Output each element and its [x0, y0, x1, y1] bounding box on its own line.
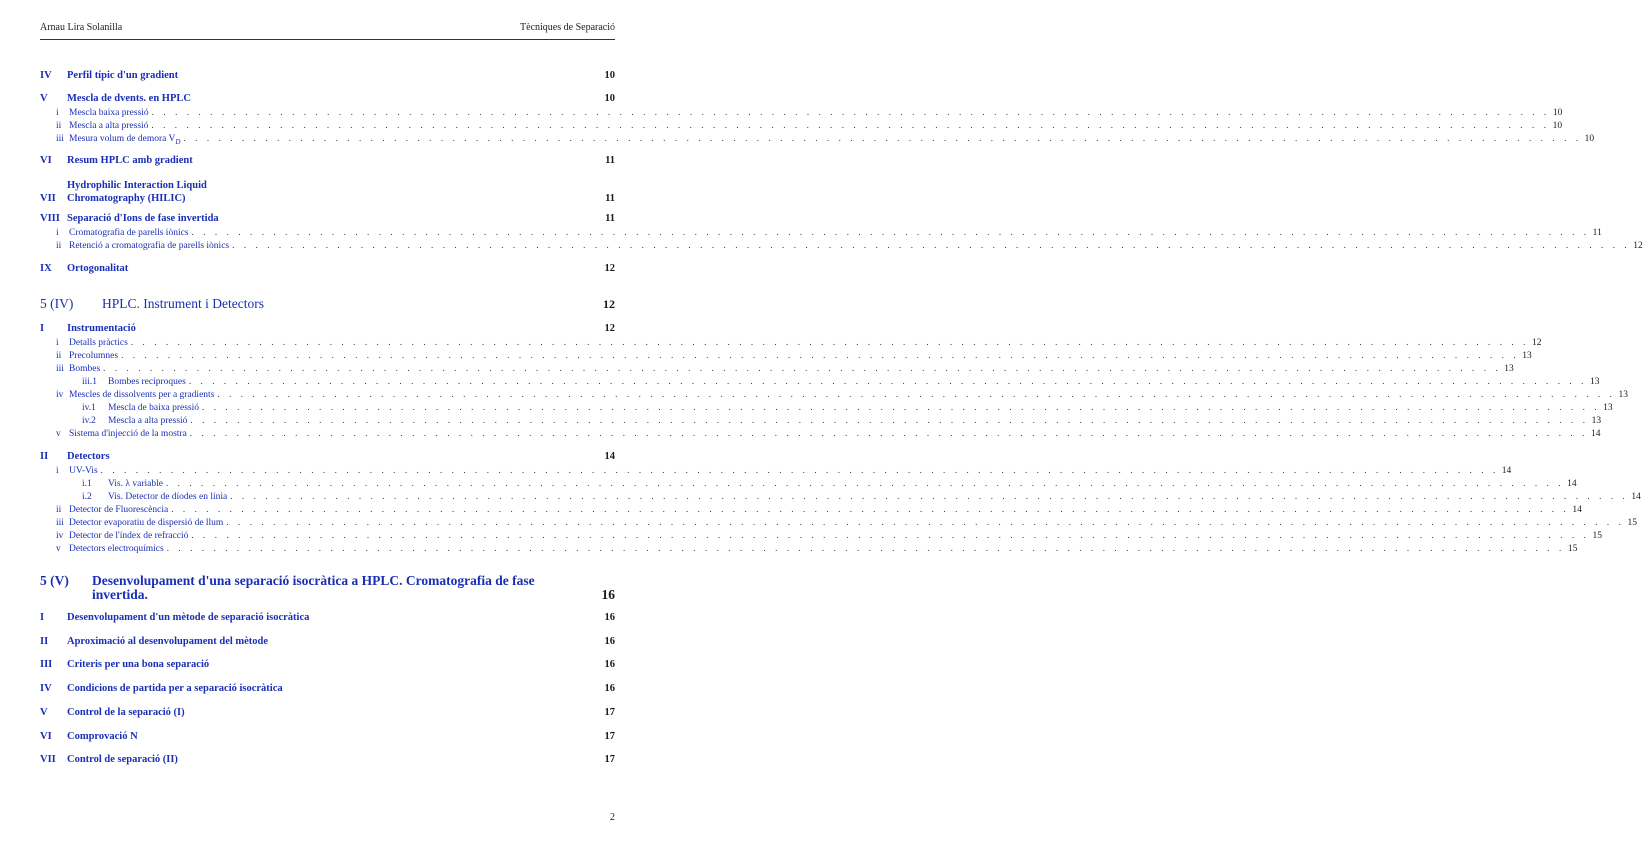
- toc-entry-number: VII: [40, 193, 56, 204]
- toc-entry-title[interactable]: [67, 683, 444, 695]
- toc-entry-title-text: Detector de l'índex de refracció: [69, 531, 189, 541]
- toc-entry[interactable]: [40, 132, 1595, 148]
- toc-entry[interactable]: [40, 490, 1641, 503]
- toc-entry[interactable]: [40, 263, 615, 275]
- toc-entry-number: VI: [40, 155, 52, 166]
- toc-entry[interactable]: [40, 362, 1514, 375]
- toc-entry-title-text: Vis. Detector de díodes en línia: [108, 492, 228, 502]
- toc-entry[interactable]: [40, 226, 1602, 239]
- toc-entry-title[interactable]: [67, 155, 399, 167]
- toc-entry-title-text: Detalls pràctics: [69, 338, 128, 348]
- toc-entry-page: 14: [604, 451, 615, 462]
- toc-entry-number: iii: [56, 134, 64, 144]
- toc-entry[interactable]: [40, 477, 1577, 490]
- toc-entry-title[interactable]: [69, 517, 223, 529]
- toc-entry-page: 14: [1631, 492, 1641, 502]
- toc-entry-page: 16: [604, 659, 616, 670]
- toc-dot-leader: . . . . . . . . . . . . . . . . . . . . . . . . . . . . . . . . . . . . . . . . . . . . . . . . . . . . . . . . . . . . . . . . . . . . . . . . . . . . . . . . . . . . . . . . . . . . . . . . . . . . . . . . . . . . . . . . . . . . . . . .: [189, 428, 1588, 438]
- toc-entry-title-text: Detector de Fluorescència: [69, 505, 169, 515]
- toc-dot-leader: . . . . . . . . . . . . . . . . . . . . . . . . . . . . . . . . . . . . . . . . . . . . . . . . . . . . . . . . . . . . . . . . . . . . . . . . . . . . . . . . . . . . . . . . . . . . . . . . . . . . . . . . . . . . . . . . . . . . . . . .: [230, 491, 1629, 501]
- toc-entry-title[interactable]: [69, 337, 128, 349]
- header-author: Arnau Lira Solanilla: [40, 22, 123, 33]
- toc-entry[interactable]: [40, 529, 1602, 542]
- toc-entry-title-text: HPLC. Instrument i Detectors: [102, 296, 264, 311]
- toc-entry-title[interactable]: [69, 465, 98, 477]
- toc-entry-page: 15: [1592, 531, 1602, 541]
- toc-entry[interactable]: [40, 636, 615, 648]
- toc-entry-number: I: [40, 612, 45, 623]
- toc-entry-number: VII: [40, 754, 56, 765]
- toc-entry-page: 14: [1590, 429, 1601, 439]
- toc-entry-number: III: [40, 659, 53, 670]
- toc-entry[interactable]: [40, 451, 615, 463]
- toc-entry-page: 12: [604, 323, 615, 334]
- toc-entry-title-text: Criteris per una bona separació: [67, 659, 210, 670]
- toc-entry-number: i.2: [82, 492, 92, 502]
- toc-entry[interactable]: [40, 323, 615, 335]
- toc-entry-title-text: Ortogonalitat: [67, 263, 129, 274]
- toc-dot-leader: . . . . . . . . . . . . . . . . . . . . . . . . . . . . . . . . . . . . . . . . . . . . . . . . . . . . . . . . . . . . . . . . . . . . . . . . . . . . . . . . . . . . . . . . . . . . . . . . . . . . . . . . . . . . . . . . . . . . . . . .: [103, 363, 1502, 373]
- toc-entry-title[interactable]: [102, 298, 434, 310]
- toc-entry-title[interactable]: [67, 213, 412, 225]
- toc-entry-number: iii: [56, 518, 64, 528]
- toc-entry-page: 10: [604, 70, 615, 81]
- toc-dot-leader: . . . . . . . . . . . . . . . . . . . . . . . . . . . . . . . . . . . . . . . . . . . . . . . . . . . . . . . . . . . . . . . . . . . . . . . . . . . . . . . . . . . . . . . . . . . . . . . . . . . . . . . . . . . . . . . . . . . . . . . .: [202, 402, 1601, 412]
- toc-entry-page: 11: [605, 193, 615, 204]
- toc-entry-title-text: Bombes recíproques: [108, 377, 186, 387]
- toc-entry-title-text: Condicions de partida per a separació isocràtica: [67, 683, 283, 694]
- toc-entry-page: 15: [1627, 518, 1637, 528]
- toc-entry-title-line1: Desenvolupament d'una separació isocràtica a HPLC. Cromatografia de fase: [92, 573, 535, 588]
- toc-entry-number: ii: [56, 351, 62, 361]
- toc-entry-title-text: Resum HPLC amb gradient: [67, 155, 193, 166]
- toc-entry-title-text: Mescla baixa pressió: [69, 108, 149, 118]
- toc-dot-leader: . . . . . . . . . . . . . . . . . . . . . . . . . . . . . . . . . . . . . . . . . . . . . . . . . . . . . . . . . . . . . . . . . . . . . . . . . . . . . . . . . . . . . . . . . . . . . . . . . . . . . . . . . . . . . . . . . . . . . . . .: [183, 133, 1582, 143]
- toc-entry-page: 17: [604, 707, 616, 718]
- toc-entry-title-subscript: D: [175, 137, 181, 146]
- toc-entry-page: 17: [604, 731, 615, 742]
- toc-entry-title[interactable]: [108, 491, 227, 503]
- toc-entry-number: VIII: [40, 213, 60, 224]
- toc-entry-number: iv: [56, 531, 64, 541]
- toc-entry-title[interactable]: [69, 543, 164, 555]
- toc-entry-title-text: Mescla a alta pressió: [69, 121, 149, 131]
- toc-entry-number: 5 (IV): [40, 296, 74, 311]
- toc-entry-number: i.1: [82, 479, 92, 489]
- toc-entry[interactable]: [40, 542, 1578, 555]
- toc-entry[interactable]: [40, 414, 1602, 427]
- toc-entry-title[interactable]: [67, 93, 398, 105]
- toc-entry-page: 14: [1567, 479, 1577, 489]
- toc-entry-page: 13: [1591, 416, 1602, 426]
- toc-dot-leader: . . . . . . . . . . . . . . . . . . . . . . . . . . . . . . . . . . . . . . . . . . . . . . . . . . . . . . . . . . . . . . . . . . . . . . . . . . . . . . . . . . . . . . . . . . . . . . . . . . . . . . . . . . . . . . . . . . . . . . . .: [151, 120, 1550, 130]
- toc-entry[interactable]: [40, 612, 615, 624]
- toc-entry-title[interactable]: [69, 350, 118, 362]
- toc-entry-page: 11: [1592, 228, 1602, 238]
- toc-entry-page: 16: [604, 636, 615, 647]
- toc-entry-title[interactable]: [67, 636, 436, 648]
- toc-entry-title[interactable]: [108, 415, 187, 427]
- toc-entry-title[interactable]: [69, 133, 180, 148]
- running-header: [40, 22, 615, 40]
- toc-entry-number: v: [56, 429, 61, 439]
- toc-entry-title[interactable]: [92, 574, 602, 602]
- toc-entry-title-text: Detectors: [67, 451, 110, 462]
- toc-entry-title[interactable]: [69, 363, 100, 375]
- toc-entry[interactable]: [40, 70, 615, 82]
- toc-entry-number: i: [56, 466, 59, 476]
- toc-entry[interactable]: [40, 401, 1613, 414]
- toc-entry-page: 12: [604, 263, 615, 274]
- toc-entry-page: 13: [1603, 403, 1613, 413]
- toc-entry[interactable]: [40, 659, 615, 671]
- toc-entry-title-text: Comprovació N: [67, 731, 138, 742]
- toc-entry-title-text: UV-Vis: [69, 466, 98, 476]
- toc-entry-number: iii.1: [82, 377, 98, 387]
- toc-entry-title-text: Mescla de baixa pressió: [108, 403, 200, 413]
- toc-entry-title-line2: Chromatography (HILIC): [67, 193, 186, 204]
- toc-entry-page: 16: [604, 612, 616, 623]
- toc-entry[interactable]: [40, 239, 1643, 252]
- toc-entry-page: 16: [604, 683, 616, 694]
- toc-entry-title-text: Mesura volum de demora V: [69, 134, 176, 144]
- toc-entry-title[interactable]: [69, 504, 168, 516]
- toc-entry[interactable]: [40, 349, 1532, 362]
- toc-entry-page: 13: [1589, 377, 1600, 387]
- toc-entry[interactable]: [40, 464, 1512, 477]
- toc-entry-number: IX: [40, 263, 52, 274]
- toc-entry-number: ii: [56, 121, 62, 131]
- toc-entry-title[interactable]: [67, 731, 371, 743]
- toc-entry-number: VI: [40, 731, 52, 742]
- toc-entry-title[interactable]: [67, 659, 407, 671]
- toc-dot-leader: . . . . . . . . . . . . . . . . . . . . . . . . . . . . . . . . . . . . . . . . . . . . . . . . . . . . . . . . . . . . . . . . . . . . . . . . . . . . . . . . . . . . . . . . . . . . . . . . . . . . . . . . . . . . . . . . . . . . . . . .: [166, 543, 1565, 553]
- toc-entry-number: ii: [56, 241, 62, 251]
- toc-entry-page: 10: [1552, 121, 1563, 131]
- toc-entry-page: 13: [1504, 364, 1514, 374]
- toc-entry-title[interactable]: [67, 323, 370, 335]
- toc-entry-page: 12: [1531, 338, 1542, 348]
- toc-dot-leader: . . . . . . . . . . . . . . . . . . . . . . . . . . . . . . . . . . . . . . . . . . . . . . . . . . . . . . . . . . . . . . . . . . . . . . . . . . . . . . . . . . . . . . . . . . . . . . . . . . . . . . . . . . . . . . . . . . . . . . . .: [121, 350, 1520, 360]
- toc-entry-page: 15: [1567, 544, 1578, 554]
- toc-dot-leader: . . . . . . . . . . . . . . . . . . . . . . . . . . . . . . . . . . . . . . . . . . . . . . . . . . . . . . . . . . . . . . . . . . . . . . . . . . . . . . . . . . . . . . . . . . . . . . . . . . . . . . . . . . . . . . . . . . . . . . . .: [100, 465, 1499, 475]
- toc-entry-number: V: [40, 707, 48, 718]
- toc-entry-page: 13: [1618, 390, 1629, 400]
- toc-entry[interactable]: [40, 179, 615, 205]
- toc-entry-title-text: Precolumnes: [69, 351, 119, 361]
- toc-entry-number: v: [56, 544, 61, 554]
- toc-entry-number: i: [56, 228, 59, 238]
- toc-entry-title-text: Mescla a alta pressió: [108, 416, 188, 426]
- toc-dot-leader: . . . . . . . . . . . . . . . . . . . . . . . . . . . . . . . . . . . . . . . . . . . . . . . . . . . . . . . . . . . . . . . . . . . . . . . . . . . . . . . . . . . . . . . . . . . . . . . . . . . . . . . . . . . . . . . . . . . . . . . .: [188, 376, 1587, 386]
- toc-dot-leader: . . . . . . . . . . . . . . . . . . . . . . . . . . . . . . . . . . . . . . . . . . . . . . . . . . . . . . . . . . . . . . . . . . . . . . . . . . . . . . . . . . . . . . . . . . . . . . . . . . . . . . . . . . . . . . . . . . . . . . . .: [191, 227, 1590, 237]
- toc-entry[interactable]: [40, 298, 615, 310]
- toc-entry-number: I: [40, 323, 45, 334]
- toc-entry-title-text: Mescles de dissolvents per a gradients: [69, 390, 215, 400]
- toc-entry-number: V: [40, 93, 48, 104]
- toc-dot-leader: . . . . . . . . . . . . . . . . . . . . . . . . . . . . . . . . . . . . . . . . . . . . . . . . . . . . . . . . . . . . . . . . . . . . . . . . . . . . . . . . . . . . . . . . . . . . . . . . . . . . . . . . . . . . . . . . . . . . . . . .: [226, 517, 1625, 527]
- toc-entry-title[interactable]: [67, 179, 605, 205]
- toc-entry-title-text: Retenció a cromatografia de parells iònics: [69, 241, 230, 251]
- toc-entry-number: iii: [56, 364, 64, 374]
- toc-entry-title-text: Separació d'Ions de fase invertida: [67, 213, 219, 224]
- toc-entry-title[interactable]: [67, 612, 457, 624]
- toc-entry-title[interactable]: [69, 240, 229, 252]
- toc-entry-title-text: Perfil típic d'un gradient: [67, 70, 179, 81]
- toc-entry-number: iv.1: [82, 403, 96, 413]
- toc-entry-title[interactable]: [69, 227, 189, 239]
- toc-entry-title[interactable]: [108, 402, 199, 414]
- toc-entry-title[interactable]: [67, 754, 391, 766]
- toc-entry-title-text: Bombes: [69, 364, 101, 374]
- toc-entry-number: IV: [40, 70, 52, 81]
- toc-entry-title-text: Desenvolupament d'un mètode de separació isocràtica: [67, 612, 310, 623]
- toc-entry-page: 13: [1522, 351, 1532, 361]
- toc-entry-title[interactable]: [67, 707, 395, 719]
- toc-entry[interactable]: [40, 503, 1582, 516]
- toc-entry-number: iv.2: [82, 416, 96, 426]
- toc-entry-title[interactable]: [108, 478, 163, 490]
- toc-entry-title-line2: invertida.: [92, 587, 148, 602]
- toc-entry-title-text: Aproximació al desenvolupament del mètode: [67, 636, 269, 647]
- toc-entry-page: 10: [1552, 108, 1563, 118]
- toc-entry-title[interactable]: [69, 107, 149, 119]
- toc-entry-number: ii: [56, 505, 62, 515]
- toc-entry-page: 12: [603, 297, 616, 311]
- toc-entry-title-text: Detectors electroquímics: [69, 544, 164, 554]
- toc-entry[interactable]: [40, 155, 615, 167]
- toc-entry-number: iv: [56, 390, 64, 400]
- toc-entry-title-text: Instrumentació: [67, 323, 136, 334]
- toc-entry[interactable]: [40, 731, 615, 743]
- toc-dot-leader: . . . . . . . . . . . . . . . . . . . . . . . . . . . . . . . . . . . . . . . . . . . . . . . . . . . . . . . . . . . . . . . . . . . . . . . . . . . . . . . . . . . . . . . . . . . . . . . . . . . . . . . . . . . . . . . . . . . . . . . .: [190, 415, 1589, 425]
- toc-entry-title[interactable]: [69, 428, 187, 440]
- header-subject: Tècniques de Separació: [520, 22, 615, 33]
- toc-entry[interactable]: [40, 427, 1601, 440]
- toc-entry-title-text: Cromatografia de parells iònics: [69, 228, 189, 238]
- toc-entry[interactable]: [40, 119, 1563, 132]
- toc-entry[interactable]: [40, 707, 615, 719]
- toc-dot-leader: . . . . . . . . . . . . . . . . . . . . . . . . . . . . . . . . . . . . . . . . . . . . . . . . . . . . . . . . . . . . . . . . . . . . . . . . . . . . . . . . . . . . . . . . . . . . . . . . . . . . . . . . . . . . . . . . . . . . . . . .: [171, 504, 1570, 514]
- toc-entry-title-text: Mescla de dvents. en HPLC: [67, 93, 191, 104]
- toc-entry-number: 5 (V): [40, 573, 69, 588]
- page-number: 2: [610, 812, 615, 823]
- toc-entry[interactable]: [40, 683, 615, 695]
- toc-entry-title-text: Control de separació (II): [67, 754, 178, 765]
- toc-entry-page: 11: [605, 155, 616, 166]
- toc-entry[interactable]: [40, 516, 1637, 529]
- toc-entry[interactable]: [40, 574, 615, 602]
- toc-entry-number: IV: [40, 683, 52, 694]
- toc-entry-title[interactable]: [108, 376, 186, 388]
- toc-entry[interactable]: [40, 388, 1629, 401]
- toc-entry-number: II: [40, 451, 49, 462]
- toc-entry-title[interactable]: [69, 120, 148, 132]
- toc-entry-title[interactable]: [67, 70, 391, 82]
- toc-entry-page: 17: [604, 754, 616, 765]
- toc-entry-page: 11: [605, 213, 615, 224]
- toc-entry-title[interactable]: [67, 451, 357, 463]
- toc-entry-page: 12: [1633, 241, 1643, 251]
- toc-dot-leader: . . . . . . . . . . . . . . . . . . . . . . . . . . . . . . . . . . . . . . . . . . . . . . . . . . . . . . . . . . . . . . . . . . . . . . . . . . . . . . . . . . . . . . . . . . . . . . . . . . . . . . . . . . . . . . . . . . . . . . . .: [130, 337, 1529, 347]
- toc-entry-page: 10: [1584, 134, 1595, 144]
- toc-entry-title-text: Sistema d'injecció de la mostra: [69, 429, 187, 439]
- toc-entry-title-line1: Hydrophilic Interaction Liquid: [67, 180, 207, 191]
- toc-entry-number: II: [40, 636, 49, 647]
- toc-entry-page: 10: [604, 93, 616, 104]
- toc-entry[interactable]: [40, 336, 1542, 349]
- toc-entry-title[interactable]: [69, 530, 188, 542]
- toc-entry-number: i: [56, 338, 59, 348]
- toc-entry-number: i: [56, 108, 59, 118]
- toc-entry-title-text: Vis. λ variable: [108, 479, 163, 489]
- toc-entry-title[interactable]: [69, 389, 214, 401]
- toc-entry[interactable]: [40, 375, 1600, 388]
- toc-entry-page: 16: [601, 587, 615, 602]
- toc-dot-leader: . . . . . . . . . . . . . . . . . . . . . . . . . . . . . . . . . . . . . . . . . . . . . . . . . . . . . . . . . . . . . . . . . . . . . . . . . . . . . . . . . . . . . . . . . . . . . . . . . . . . . . . . . . . . . . . . . . . . . . . .: [232, 240, 1631, 250]
- toc-entry-page: 14: [1501, 466, 1512, 476]
- toc-entry[interactable]: [40, 106, 1563, 119]
- toc-dot-leader: . . . . . . . . . . . . . . . . . . . . . . . . . . . . . . . . . . . . . . . . . . . . . . . . . . . . . . . . . . . . . . . . . . . . . . . . . . . . . . . . . . . . . . . . . . . . . . . . . . . . . . . . . . . . . . . . . . . . . . . .: [217, 389, 1616, 399]
- toc-entry[interactable]: [40, 213, 615, 225]
- toc-dot-leader: . . . . . . . . . . . . . . . . . . . . . . . . . . . . . . . . . . . . . . . . . . . . . . . . . . . . . . . . . . . . . . . . . . . . . . . . . . . . . . . . . . . . . . . . . . . . . . . . . . . . . . . . . . . . . . . . . . . . . . . .: [151, 107, 1550, 117]
- toc-entry-page: 14: [1572, 505, 1582, 515]
- toc-dot-leader: . . . . . . . . . . . . . . . . . . . . . . . . . . . . . . . . . . . . . . . . . . . . . . . . . . . . . . . . . . . . . . . . . . . . . . . . . . . . . . . . . . . . . . . . . . . . . . . . . . . . . . . . . . . . . . . . . . . . . . . .: [165, 478, 1565, 488]
- toc-entry-title-text: Detector evaporatiu de dispersió de llum: [69, 518, 224, 528]
- toc-entry-title-text: Control de la separació (I): [67, 707, 185, 718]
- toc-entry-title[interactable]: [67, 263, 366, 275]
- toc-entry[interactable]: [40, 754, 615, 766]
- toc-entry[interactable]: [40, 93, 615, 105]
- toc-dot-leader: . . . . . . . . . . . . . . . . . . . . . . . . . . . . . . . . . . . . . . . . . . . . . . . . . . . . . . . . . . . . . . . . . . . . . . . . . . . . . . . . . . . . . . . . . . . . . . . . . . . . . . . . . . . . . . . . . . . . . . . .: [191, 530, 1590, 540]
